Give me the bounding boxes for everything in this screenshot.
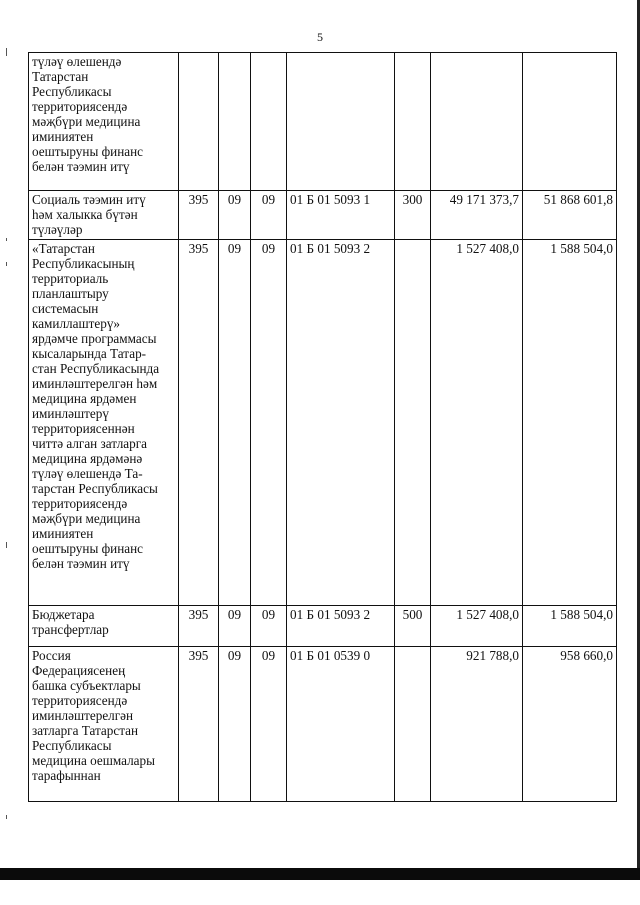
row-name-line: ярдәмче программасы — [32, 331, 157, 346]
expense-type-code: 500 — [395, 606, 431, 647]
row-name-line: белән тәэмин итү — [32, 159, 130, 174]
expense-type-code — [395, 240, 431, 606]
row-name-line: территориясеннән — [32, 421, 135, 436]
row-name-line: оештыруны финанс — [32, 541, 144, 556]
amount-year-1: 1 527 408,0 — [431, 240, 523, 606]
row-name-line: «Татарстан — [32, 241, 95, 256]
row-name-line: системасын — [32, 301, 99, 316]
row-name-line: Федерациясенең — [32, 663, 126, 678]
row-name-line: Республикасы — [32, 738, 112, 753]
section-code: 09 — [219, 240, 251, 606]
scan-edge-bottom — [0, 868, 640, 880]
section-code: 09 — [219, 191, 251, 240]
subsection-code: 09 — [251, 191, 287, 240]
expense-type-code — [395, 53, 431, 191]
row-name-line: читтә алган затларга — [32, 436, 147, 451]
row-name — [29, 240, 179, 606]
row-name-line: медицина оешмалары — [32, 753, 155, 768]
row-name-line: камиллаштерү» — [32, 316, 121, 331]
target-article-code: 01 Б 01 5093 2 — [287, 240, 395, 606]
table-row — [29, 53, 617, 191]
row-name-line: Россия — [32, 648, 71, 663]
table-body — [29, 53, 617, 802]
subsection-code: 09 — [251, 647, 287, 802]
ministry-code: 395 — [179, 191, 219, 240]
ministry-code: 395 — [179, 240, 219, 606]
amount-year-2: 1 588 504,0 — [523, 240, 617, 606]
row-name — [29, 191, 179, 240]
section-code: 09 — [219, 647, 251, 802]
amount-year-2: 51 868 601,8 — [523, 191, 617, 240]
section-code — [219, 53, 251, 191]
table-row — [29, 240, 617, 606]
subsection-code: 09 — [251, 606, 287, 647]
row-name-line: Татарстан — [32, 69, 89, 84]
target-article-code: 01 Б 01 5093 1 — [287, 191, 395, 240]
ministry-code — [179, 53, 219, 191]
amount-year-2: 1 588 504,0 — [523, 606, 617, 647]
amount-year-1: 1 527 408,0 — [431, 606, 523, 647]
row-name-line: территориясендә — [32, 693, 128, 708]
row-name-line: оештыруны финанс — [32, 144, 144, 159]
row-name-line: иминләштерелгән һәм — [32, 376, 158, 391]
row-name-line: мәҗбүри медицина — [32, 114, 141, 129]
row-name-line: тарафыннан — [32, 768, 101, 783]
row-name-line: Республикасы — [32, 84, 112, 99]
row-name-line: башка субъектлары — [32, 678, 141, 693]
row-name-line: һәм халыкка бүтән — [32, 207, 138, 222]
row-name-line: иминләштерелгән — [32, 708, 134, 723]
amount-year-2: 958 660,0 — [523, 647, 617, 802]
row-name — [29, 606, 179, 647]
row-name-line: территориясендә — [32, 99, 128, 114]
row-name-line: Республикасының — [32, 256, 135, 271]
subsection-code: 09 — [251, 240, 287, 606]
section-code: 09 — [219, 606, 251, 647]
row-name-line: белән тәэмин итү — [32, 556, 130, 571]
amount-year-1: 921 788,0 — [431, 647, 523, 802]
row-name-line: территориаль — [32, 271, 109, 286]
ministry-code: 395 — [179, 606, 219, 647]
row-name-line: Бюджетара — [32, 607, 95, 622]
target-article-code — [287, 53, 395, 191]
amount-year-1: 49 171 373,7 — [431, 191, 523, 240]
subsection-code — [251, 53, 287, 191]
page-number: 5 — [317, 30, 323, 44]
row-name-line: территориясендә — [32, 496, 128, 511]
row-name-line: иминиятен — [32, 129, 94, 144]
budget-table — [28, 52, 617, 802]
row-name-line: медицина ярдәмәнә — [32, 451, 143, 466]
row-name-line: трансфертлар — [32, 622, 109, 637]
row-name-line: иминләштерү — [32, 406, 109, 421]
row-name-line: иминиятен — [32, 526, 94, 541]
amount-year-2 — [523, 53, 617, 191]
row-name — [29, 53, 179, 191]
row-name — [29, 647, 179, 802]
expense-type-code — [395, 647, 431, 802]
table-row — [29, 606, 617, 647]
row-name-line: түләү өлешендә — [32, 54, 122, 69]
row-name-line: медицина ярдәмен — [32, 391, 137, 406]
table-row — [29, 191, 617, 240]
amount-year-1 — [431, 53, 523, 191]
ministry-code: 395 — [179, 647, 219, 802]
row-name-line: кысаларында Татар- — [32, 346, 147, 361]
row-name-line: затларга Татарстан — [32, 723, 139, 738]
row-name-line: түләүләр — [32, 222, 83, 237]
row-name-line: мәҗбүри медицина — [32, 511, 141, 526]
row-name-line: тарстан Республикасы — [32, 481, 158, 496]
row-name-line: Социаль тәэмин итү — [32, 192, 146, 207]
row-name-line: планлаштыру — [32, 286, 109, 301]
target-article-code: 01 Б 01 0539 0 — [287, 647, 395, 802]
row-name-line: түләү өлешендә Та- — [32, 466, 143, 481]
expense-type-code: 300 — [395, 191, 431, 240]
target-article-code: 01 Б 01 5093 2 — [287, 606, 395, 647]
table-row — [29, 647, 617, 802]
row-name-line: стан Республикасында — [32, 361, 160, 376]
